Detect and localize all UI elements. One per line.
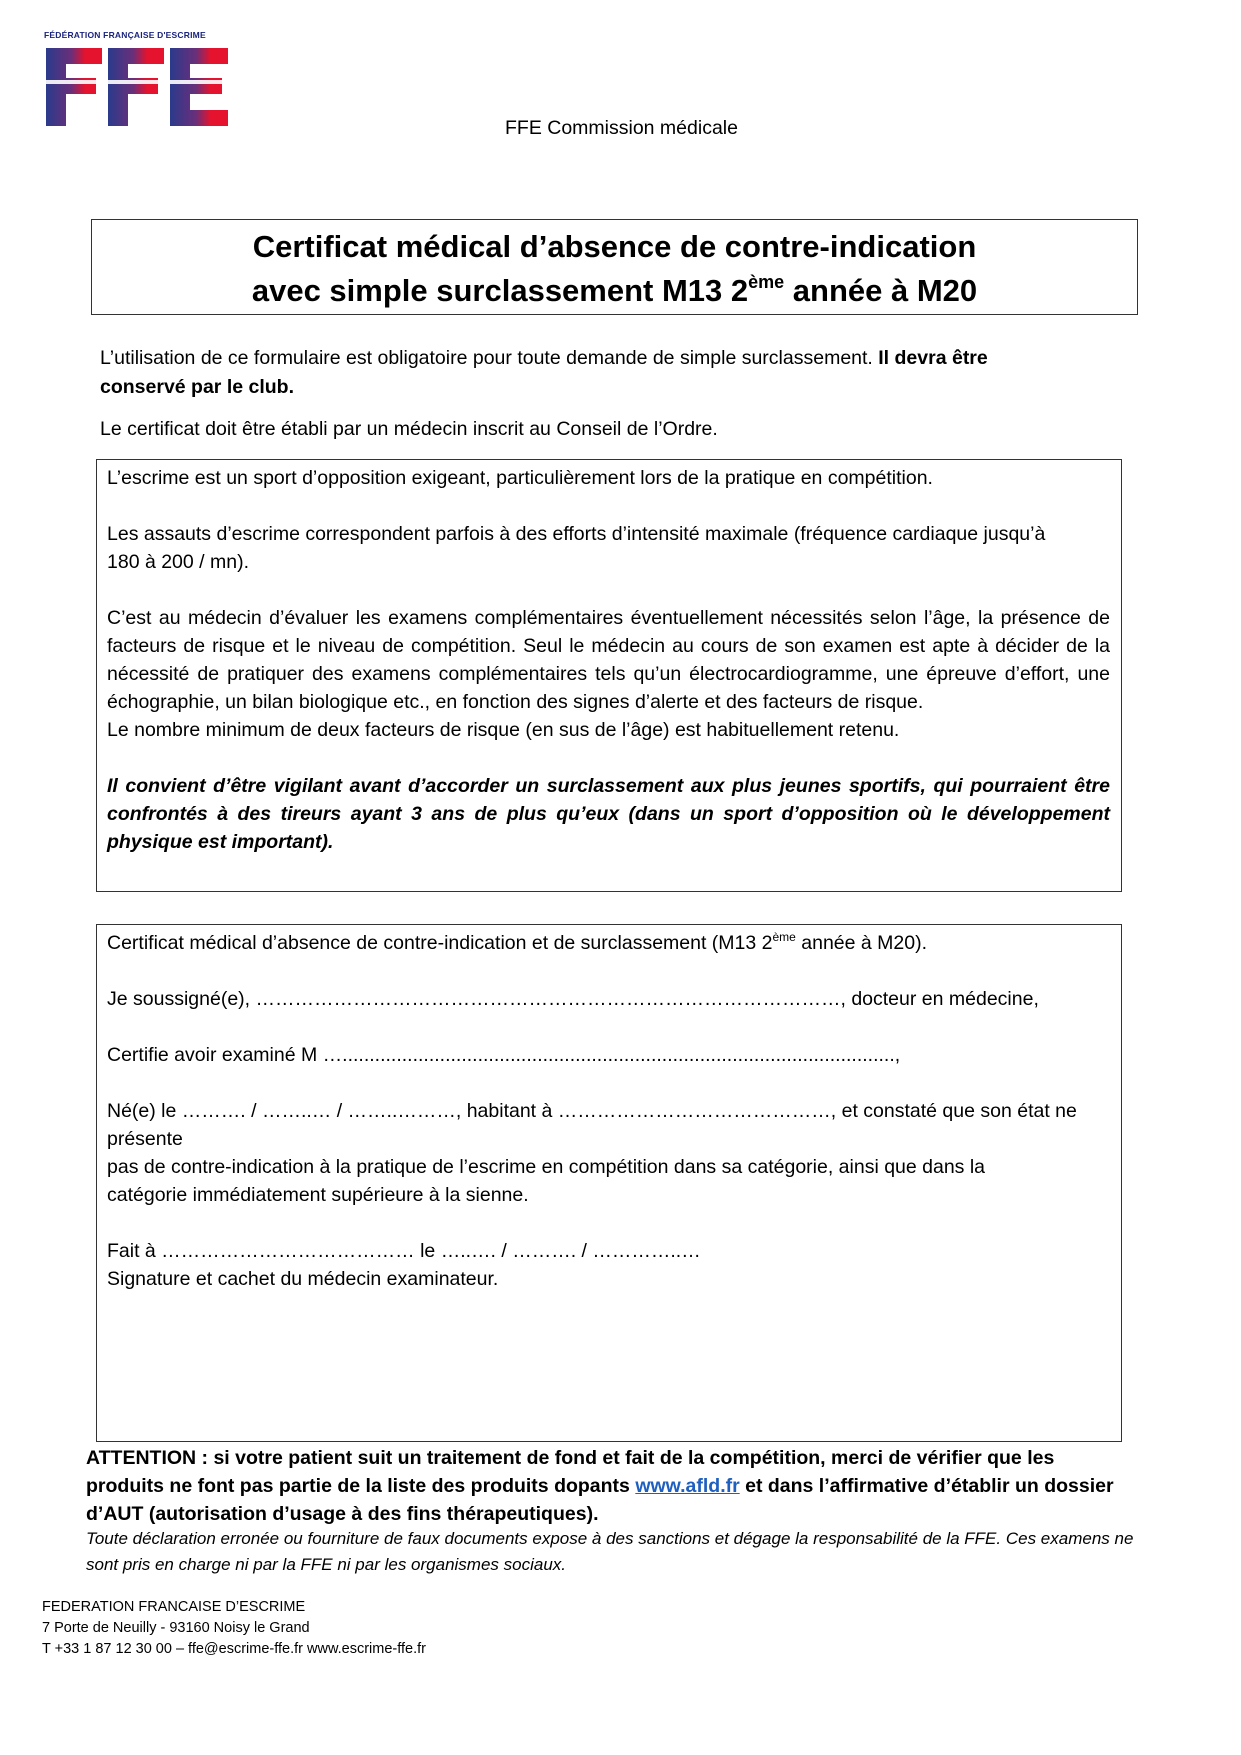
- afld-link[interactable]: www.afld.fr: [635, 1475, 740, 1497]
- statement-line-2: pas de contre-indication à la pratique de l’escrime en compétition dans sa catégorie, ainsi que dans la: [107, 1156, 986, 1178]
- ffe-logo: [44, 30, 228, 130]
- attention-text-b: et dans l’affirmative d’établir un dossier d’AUT (autorisation d’usage à des fins thérapeutiques).: [86, 1475, 1114, 1525]
- footer: [42, 1597, 426, 1660]
- title-superscript: ème: [748, 272, 785, 292]
- info-paragraph-2-line2: 180 à 200 / mn).: [107, 551, 250, 573]
- document-title-line2: [92, 269, 1137, 313]
- title-line2-text: avec simple surclassement M13 2: [251, 273, 749, 308]
- certificate-heading-sup: ème: [772, 930, 796, 944]
- birth-address-field-line[interactable]: Né(e) le ………. / ……..… / ……..………, habitant à ……………………………………, et constaté que son état ne présente: [107, 1100, 1077, 1150]
- footer-address: 7 Porte de Neuilly - 93160 Noisy le Grand: [42, 1620, 310, 1636]
- disclaimer-text: Toute déclaration erronée ou fourniture de faux documents expose à des sanctions et dégage la responsabilité de la FFE. Ces examens ne sont pris en charge ni par la FFE ni par les organismes sociaux.: [86, 1529, 1134, 1574]
- signature-label: Signature et cachet du médecin examinateur.: [107, 1268, 499, 1290]
- info-paragraph-3-last: Le nombre minimum de deux facteurs de risque (en sus de l’âge) est habituellement retenu.: [107, 719, 900, 741]
- information-box: [96, 459, 1122, 892]
- info-paragraph-2-line1: Les assauts d’escrime correspondent parfois à des efforts d’intensité maximale (fréquence cardiaque jusqu’à: [107, 523, 1046, 545]
- certificate-heading-end: année à M20).: [795, 932, 928, 954]
- intro-bold-a: Il devra être: [878, 347, 988, 369]
- footer-contact: T +33 1 87 12 30 00 – ffe@escrime-ffe.fr www.escrime-ffe.fr: [42, 1641, 426, 1657]
- document-title-line1: Certificat médical d’absence de contre-indication: [252, 229, 977, 264]
- ffe-letters-graphic: [44, 42, 228, 130]
- soussigne-field-line[interactable]: Je soussigné(e), ………………………………………………………………………………, docteur en médecine,: [107, 988, 1039, 1010]
- intro-bold-b: conservé par le club.: [100, 376, 295, 398]
- attention-notice: [86, 1444, 1136, 1528]
- place-date-field-line[interactable]: Fait à ………………………………… le …..…. / ………. / …………..…: [107, 1240, 701, 1262]
- intro-paragraph-1: [100, 344, 1140, 402]
- signature-area[interactable]: [107, 1293, 1110, 1443]
- footer-org: FEDERATION FRANCAISE D’ESCRIME: [42, 1599, 306, 1615]
- patient-name-field-line[interactable]: Certifie avoir examiné M …......................................................................................................,: [107, 1044, 901, 1066]
- info-paragraph-3: C’est au médecin d’évaluer les examens complémentaires éventuellement nécessités selon l’âge, la présence de facteurs de risque et le niveau de compétition. Seul le médecin au cours de son examen est apte à décider de la nécessité de pratiquer des examens complémentaires tels qu’un électrocardiogramme, une épreuve d’effort, une échographie, un bilan biologique etc., en fonction des signes d’alerte et des facteurs de risque.: [107, 607, 1110, 713]
- intro-paragraph-2: Le certificat doit être établi par un médecin inscrit au Conseil de l’Ordre.: [100, 418, 718, 440]
- certificate-box: [96, 924, 1122, 1442]
- document-title-box: [91, 219, 1138, 315]
- title-line2-end: année à M20: [784, 273, 978, 308]
- certificate-heading-text: Certificat médical d’absence de contre-indication et de surclassement (M13 2: [107, 932, 773, 954]
- statement-line-3: catégorie immédiatement supérieure à la sienne.: [107, 1184, 529, 1206]
- commission-label: FFE Commission médicale: [505, 117, 738, 139]
- info-paragraph-1: L’escrime est un sport d’opposition exigeant, particulièrement lors de la pratique en compétition.: [107, 467, 933, 489]
- logo-caption: FÉDÉRATION FRANÇAISE D'ESCRIME: [44, 30, 206, 40]
- certificate-heading: [107, 929, 1110, 957]
- info-warning-paragraph: Il convient d’être vigilant avant d’accorder un surclassement aux plus jeunes sportifs, qui pourraient être confrontés à des tireurs ayant 3 ans de plus qu’eux (dans un sport d’opposition où le développement physique est important).: [107, 775, 1110, 853]
- attention-text-a: ATTENTION : si votre patient suit un traitement de fond et fait de la compétition, merci de vérifier que les produits ne font pas partie de la liste des produits dopants: [86, 1447, 1055, 1497]
- intro-text: L’utilisation de ce formulaire est obligatoire pour toute demande de simple surclassement.: [100, 347, 879, 369]
